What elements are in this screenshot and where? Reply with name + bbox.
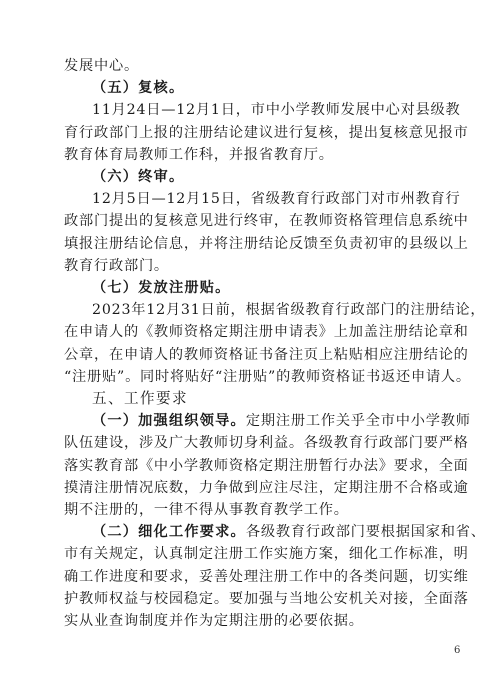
subheading-refine-requirements: （二）细化工作要求。 [92,524,246,541]
chapter-heading-work-requirements: 五、工作要求 [92,390,188,407]
body-text-line: 教育行政部门。 [64,257,169,274]
body-text-line: 教育体育局教师工作科，并报省教育厅。 [64,146,334,163]
body-text-line: 11月24日—12月1日，市中小学教师发展中心对县级教 [92,102,461,119]
body-text-line: （二）细化工作要求。各级教育行政部门要根据国家和省、 [92,524,486,541]
body-text-line: 护教师权益与校园稳定。要加强与当地公安机关对接，全面落 [64,590,469,607]
section-heading-issue-sticker: （七）发放注册贴。 [92,280,231,296]
body-text-line: （一）加强组织领导。定期注册工作关乎全市中小学教师 [92,413,471,430]
body-text-line: 摸清注册情况底数，力争做到应注尽注，定期注册不合格或逾 [64,479,469,496]
body-text-line: 确工作进度和要求，妥善处理注册工作中的各类问题，切实维 [64,568,469,585]
body-text-line: 发展中心。 [64,58,139,74]
body-text-line: 在申请人的《教师资格定期注册申请表》上加盖注册结论章和 [64,324,469,341]
body-text-line: 实从业查询制度并作为定期注册的必要依据。 [64,613,364,629]
body-text-line: 育行政部门上报的注册结论建议进行复核，提出复核意见报市 [64,124,469,141]
body-text-line: 12月5日—12月15日，省级教育行政部门对市州教育行 [92,191,461,208]
body-text-line: 政部门提出的复核意见进行终审，在教师资格管理信息系统中 [64,213,469,230]
body-text-line: 2023年12月31日前，根据省级教育行政部门的注册结论， [92,302,486,319]
section-heading-final-review: （六）终审。 [92,169,185,185]
page-number: 6 [454,645,461,656]
body-text-line: 填报注册结论信息，并将注册结论反馈至负责初审的县级以上 [64,235,469,252]
body-text-line: “注册贴”。同时将贴好“注册贴”的教师资格证书返还申请人。 [64,368,471,385]
body-text-line: 期不注册的，一律不得从事教育教学工作。 [64,502,349,518]
subheading-strengthen-leadership: （一）加强组织领导。 [92,413,246,430]
body-text-line: 公章，在申请人的教师资格证书备注页上粘贴相应注册结论的 [64,346,469,363]
body-text-line: 队伍建设，涉及广大教师切身利益。各级教育行政部门要严格 [64,435,469,452]
section-heading-review: （五）复核。 [92,80,185,97]
body-text-line: 落实教育部《中小学教师资格定期注册暂行办法》要求，全面 [64,457,469,474]
body-text-line: 市有关规定，认真制定注册工作实施方案，细化工作标准，明 [64,546,469,563]
